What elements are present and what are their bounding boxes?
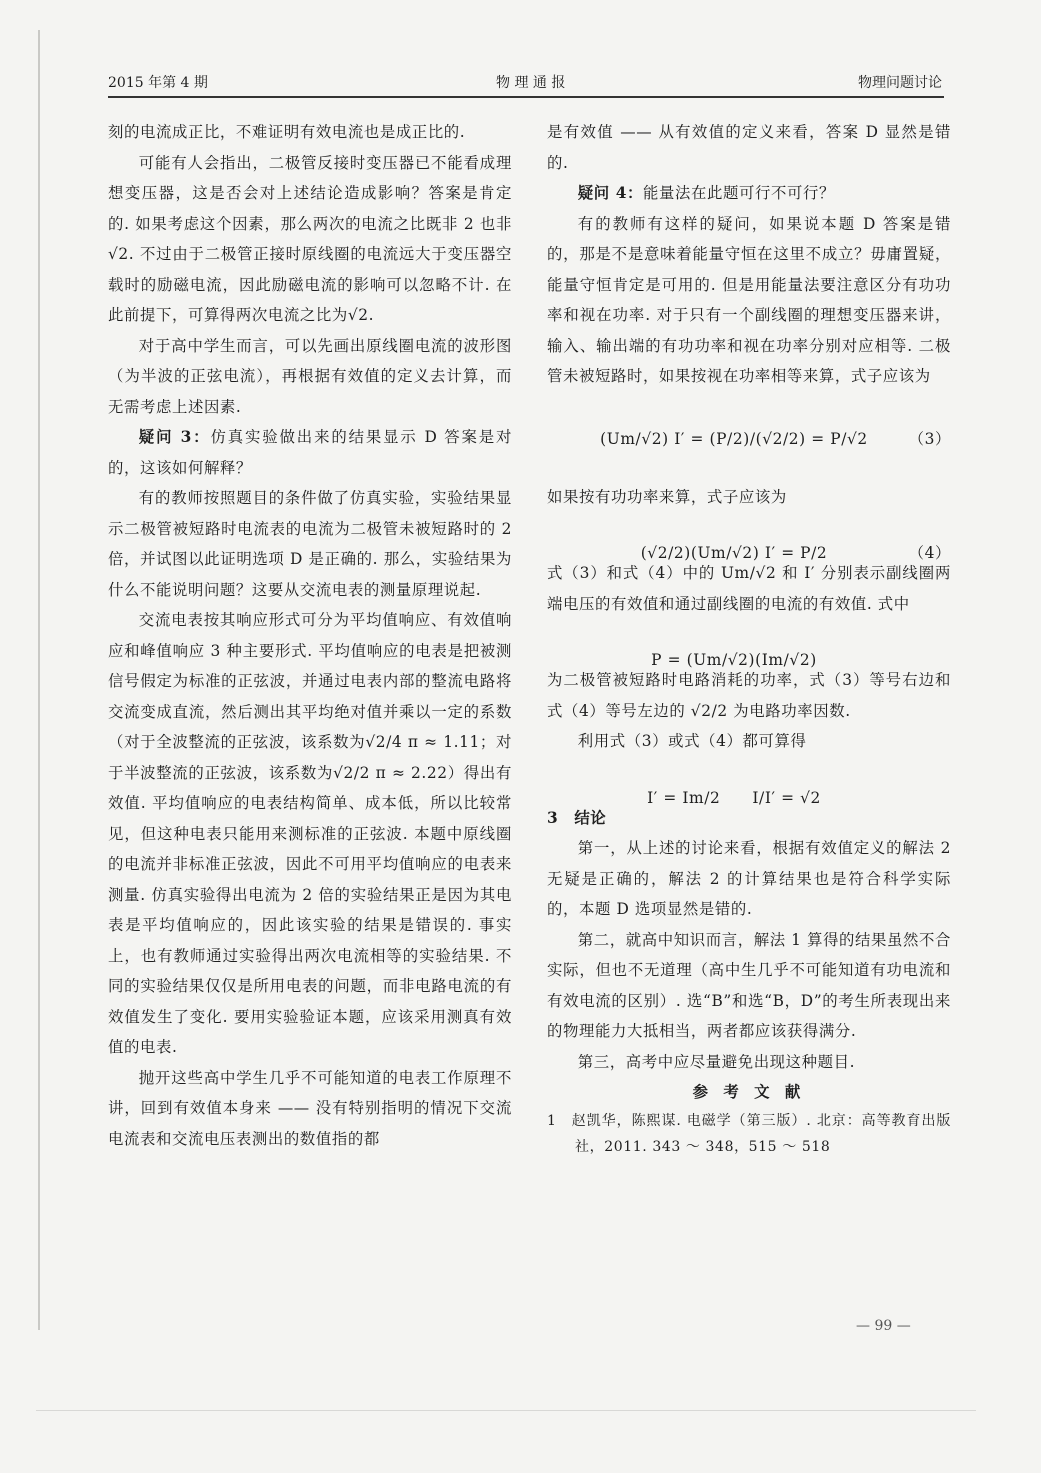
paragraph: 式（3）和式（4）中的 Um/√2 和 I′ 分别表示副线圈两端电压的有效值和通过副线圈的电流的有效值. 式中 (547, 564, 951, 613)
journal-title: 物 理 通 报 (496, 75, 566, 91)
header-rule (108, 96, 944, 98)
paragraph: 刻的电流成正比，不难证明有效电流也是成正比的. (108, 123, 466, 141)
section-number: 3 (547, 808, 559, 827)
equation-4 (547, 518, 951, 562)
paragraph: 为二极管被短路时电路消耗的功率，式（3）等号右边和式（4）等号左边的 √2/2 为电路功率因数. (547, 671, 951, 720)
right-column (547, 117, 951, 1160)
section-title: 结论 (574, 808, 607, 827)
question-3 (108, 422, 512, 483)
question-label: 疑问 3： (138, 428, 211, 446)
equation-body: (Um/√2) I′ = (P/2)/(√2/2) = P/√2 (600, 429, 868, 448)
paragraph: 如果按有功功率来算，式子应该为 (547, 487, 787, 506)
equation-body: (√2/2)(Um/√2) I′ = P/2 (640, 544, 828, 562)
paragraph: 第三，高考中应尽量避免出现这种题目. (577, 1052, 856, 1071)
paragraph: 有的教师按照题目的条件做了仿真实验，实验结果显示二极管被短路时电流表的电流为二极管未被短路时的 2 倍，并试图以此证明选项 D 是正确的. 那么，实验结果为什么不能说明问题？这要从交流电表的测量原理说起. (108, 489, 512, 599)
question-4 (547, 178, 951, 209)
scan-edge (38, 30, 40, 1330)
paragraph: 可能有人会指出，二极管反接时变压器已不能看成理想变压器，这是否会对上述结论造成影响？答案是肯定的. 如果考虑这个因素，那么两次的电流之比既非 2 也非√2. 不过由于二极管正接时原线圈的电流远大于变压器空载时的励磁电流，因此励磁电流的影响可以忽略不计. 在此前提下，可算得两次电流之比为√2. (108, 153, 512, 324)
paragraph: 利用式（3）或式（4）都可算得 (577, 732, 807, 750)
paragraph: 第二，就高中知识而言，解法 1 算得的结果虽然不合实际，但也不无道理（高中生几乎不可能知道有功电流和有效电流的区别）. 选“B”和选“B，D”的考生所表现出来的物理能力大抵相当，两者都应该获得满分. (547, 930, 951, 1040)
page-number: — 99 — (856, 1318, 911, 1334)
journal-issue: 2015 年第 4 期 (108, 75, 208, 91)
paragraph: 是有效值 —— 从有效值的定义来看，答案 D 显然是错的. (547, 123, 951, 172)
equation-power (547, 625, 951, 669)
question-text: 仿真实验做出来的结果显示 D 答案是对的，这该如何解释？ (108, 428, 512, 477)
equation-body: P = (Um/√2)(Im/√2) (651, 651, 817, 669)
equation-number: （4） (908, 544, 951, 562)
equation-number: （3） (908, 429, 951, 448)
reference-item: 1 赵凯华，陈熙谋. 电磁学（第三版）. 北京：高等教育出版社，2011. 343 ～ 348，515 ～ 518 (547, 1112, 951, 1155)
paragraph: 第一，从上述的讨论来看，根据有效值定义的解法 2 无疑是正确的，解法 2 的计算结果也是符合科学实际的，本题 D 选项显然是错的. (547, 839, 951, 918)
paragraph: 有的教师有这样的疑问，如果说本题 D 答案是错的，那是不是意味着能量守恒在这里不成立？毋庸置疑，能量守恒肯定是可用的. 但是用能量法要注意区分有功功率和视在功率. 对于只有一个副线圈的理想变压器来讲，输入、输出端的有功功率和视在功率分别对应相等. 二极管未被短路时，如果按视在功率相等来算，式子应该为 (547, 214, 951, 385)
running-header (108, 68, 944, 94)
question-label: 疑问 4： (577, 184, 644, 202)
paragraph: 对于高中学生而言，可以先画出原线圈电流的波形图（为半波的正弦电流），再根据有效值的定义去计算，而无需考虑上述因素. (108, 336, 512, 416)
equation-3 (547, 398, 951, 476)
equation-result (547, 763, 951, 807)
paragraph: 抛开这些高中学生几乎不可能知道的电表工作原理不讲，回到有效值本身来 —— 没有特别指明的情况下交流电流表和交流电压表测出的数值指的都 (108, 1068, 512, 1148)
question-text: 能量法在此题可行不可行？ (643, 184, 835, 202)
equation-body: I′ = Im/2 I/I′ = √2 (647, 788, 821, 807)
paragraph: 交流电表按其响应形式可分为平均值响应、有效值响应和峰值响应 3 种主要形式. 平均值响应的电表是把被测信号假定为标准的正弦波，并通过电表内部的整流电路将交流变成直流，然后测出其平均绝对值并乘以一定的系数（对于全波整流的正弦波，该系数为√2/4 π ≈ 1.11；对于半波整流的正弦波，该系数为√2/2 π ≈ 2.22）得出有效值. 平均值响应的电表结构简单、成本低，所以比较常见，但这种电表只能用来测标准的正弦波. 本题中原线圈的电流并非标准正弦波，因此不可用平均值响应的电表来测量. 仿真实验得出电流为 2 倍的实验结果正是因为其电表是平均值响应的，因此该实验的结果是错误的. 事实上，也有教师通过实验得出两次电流相等的实验结果. 不同的实验结果仅仅是所用电表的问题，而非电路电流的有效值发生了变化. 要用实验验证本题，应该采用测真有效值的电表. (108, 611, 512, 1056)
scan-artifact-line (36, 1410, 976, 1411)
column-title: 物理问题讨论 (858, 75, 942, 91)
references-title: 参 考 文 献 (692, 1083, 806, 1101)
left-column (108, 117, 512, 1154)
